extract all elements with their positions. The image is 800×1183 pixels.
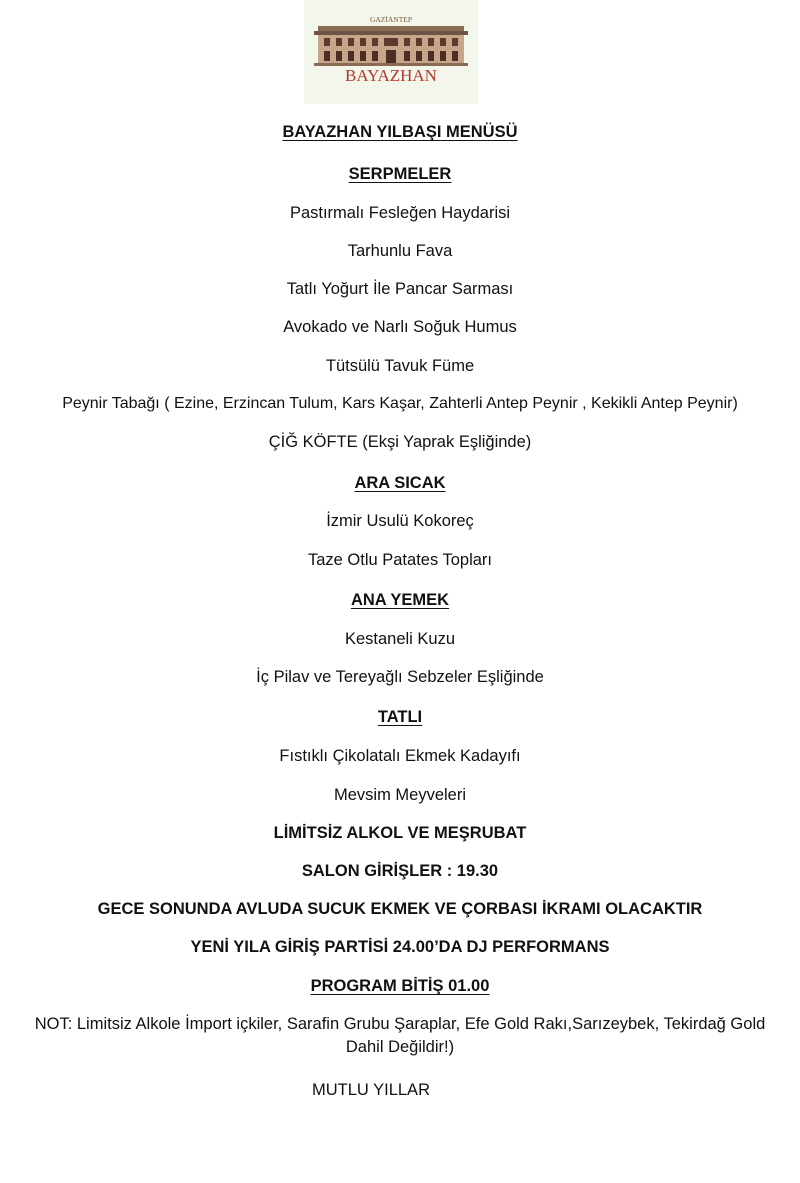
menu-item: Tütsülü Tavuk Füme bbox=[325, 357, 475, 375]
note bbox=[10, 1013, 790, 1059]
section-heading-serpmeler: SERPMELER bbox=[348, 165, 452, 183]
program-end: PROGRAM BİTİŞ 01.00 bbox=[310, 977, 490, 995]
soup-info: GECE SONUNDA AVLUDA SUCUK EKMEK VE ÇORBASI İKRAMI OLACAKTIR bbox=[97, 900, 703, 918]
closing-text: MUTLU YILLAR bbox=[312, 1081, 430, 1099]
section-heading-ara-sicak: ARA SICAK bbox=[354, 474, 446, 492]
section-heading-tatli: TATLI bbox=[377, 708, 423, 726]
party-info: YENİ YILA GİRİŞ PARTİSİ 24.00’DA DJ PERFORMANS bbox=[190, 938, 610, 956]
menu-item: Fıstıklı Çikolatalı Ekmek Kadayıfı bbox=[279, 747, 521, 765]
menu-item: İç Pilav ve Tereyağlı Sebzeler Eşliğinde bbox=[256, 668, 544, 686]
menu-title: BAYAZHAN YILBAŞI MENÜSÜ bbox=[282, 123, 518, 141]
drinks-info: LİMİTSİZ ALKOL VE MEŞRUBAT bbox=[273, 824, 527, 842]
menu-item: ÇİĞ KÖFTE (Ekşi Yaprak Eşliğinde) bbox=[268, 433, 532, 451]
logo-top-text: GAZİANTEP bbox=[369, 15, 413, 24]
menu-item: İzmir Usulü Kokoreç bbox=[326, 512, 474, 530]
building-logo-icon bbox=[304, 0, 478, 104]
menu-item: Peynir Tabağı ( Ezine, Erzincan Tulum, Kars Kaşar, Zahterli Antep Peynir , Kekikli Antep Peynir) bbox=[62, 395, 738, 412]
logo-name: BAYAZHAN bbox=[345, 66, 437, 85]
menu-item: Tarhunlu Fava bbox=[347, 242, 453, 260]
section-heading-ana-yemek: ANA YEMEK bbox=[350, 591, 450, 609]
bayazhan-logo bbox=[304, 0, 478, 104]
note-line-2: Dahil Değildir!) bbox=[345, 1038, 455, 1056]
menu-item: Avokado ve Narlı Soğuk Humus bbox=[283, 318, 517, 336]
menu-item: Tatlı Yoğurt İle Pancar Sarması bbox=[286, 280, 514, 298]
entry-time: SALON GİRİŞLER : 19.30 bbox=[301, 862, 499, 880]
note-line-1: NOT: Limitsiz Alkole İmport içkiler, Sarafin Grubu Şaraplar, Efe Gold Rakı,Sarızeybek, Tekirdağ Gold bbox=[34, 1015, 766, 1033]
menu-item: Mevsim Meyveleri bbox=[333, 786, 467, 804]
menu-item: Pastırmalı Fesleğen Haydarisi bbox=[289, 204, 511, 222]
menu-item: Taze Otlu Patates Topları bbox=[307, 551, 493, 569]
menu-item: Kestaneli Kuzu bbox=[344, 630, 456, 648]
